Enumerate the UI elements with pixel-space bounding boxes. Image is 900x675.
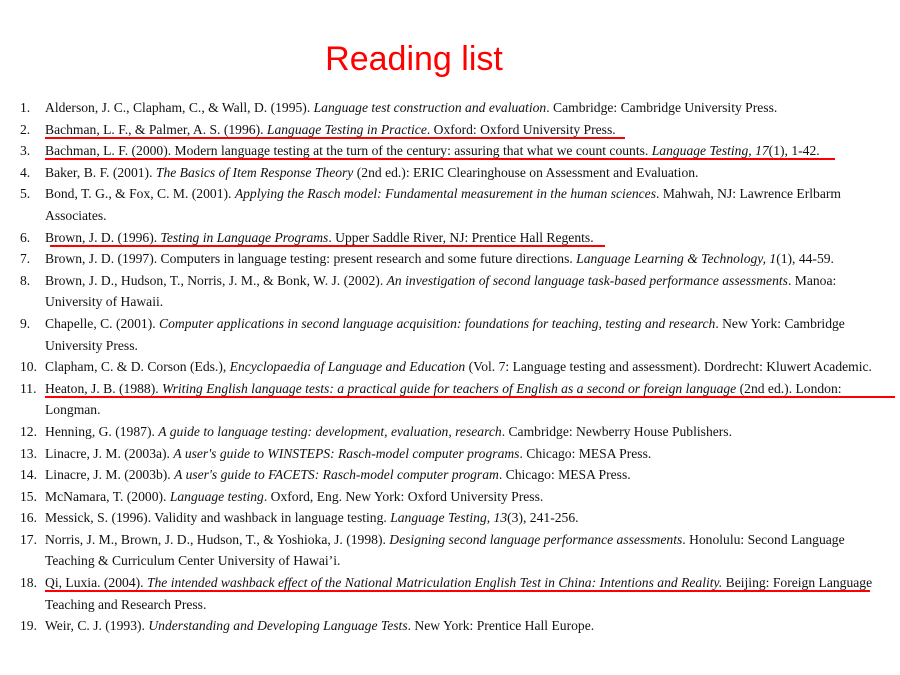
reference-number: 13. [20,445,37,461]
reference-text [45,248,875,270]
reference-title: Testing in Language Programs [160,229,329,245]
reference-item [20,183,875,226]
reference-text [45,421,875,443]
reference-segment: (1), 1-42. [768,143,820,159]
reference-number: 19. [20,618,37,634]
reference-number: 11. [20,380,37,396]
reference-text [45,356,875,378]
reference-segment: Chapelle, C. (2001). [45,315,160,331]
reference-segment: Linacre, J. M. (2003b). [45,467,175,483]
highlight-underline [45,158,835,160]
reference-number: 8. [20,272,31,288]
reference-text [45,378,875,421]
reference-text [45,572,875,615]
reference-segment: Heaton, J. B. (1988). [45,380,163,396]
reference-text [45,162,875,184]
reference-segment: . Oxford, Eng. New York: Oxford University Press. [263,488,544,504]
reference-number: 7. [20,251,31,267]
reference-item [20,313,875,356]
reference-title: Language Learning & Technology, 1 [576,251,777,267]
reference-number: 9. [20,315,31,331]
reference-title: The Basics of Item Response Theory [155,164,354,180]
reference-title: A user's guide to FACETS: Rasch-model computer program [174,467,499,483]
reference-title: Language Testing in Practice [266,121,427,137]
reference-item [20,572,875,615]
reference-item [20,270,875,313]
reference-title: Applying the Rasch model: Fundamental measurement in the human sciences [234,186,657,202]
reference-segment: Brown, J. D. (1996). [45,229,161,245]
reference-title: Language Testing, 17 [651,143,769,159]
reference-segment: Norris, J. M., Brown, J. D., Hudson, T., & Yoshioka, J. (1998). [45,531,390,547]
reference-segment: . Honolulu: Second Language Teaching & Curriculum Center University of Hawai’i. [45,531,845,569]
reference-segment: . Cambridge: Newberry House Publishers. [501,423,732,439]
reference-title: Encyclopaedia of Language and Education [229,359,466,375]
reference-number: 15. [20,488,37,504]
reference-segment: Clapham, C. & D. Corson (Eds.), [45,359,230,375]
reference-item [20,507,875,529]
slide-title: Reading list [325,40,503,78]
reference-segment: . Cambridge: Cambridge University Press. [546,100,778,115]
reference-item [20,443,875,465]
reference-item [20,486,875,508]
reference-title: Designing second language performance assessments [389,531,683,547]
reference-segment: Brown, J. D. (1997). Computers in language testing: present research and some future directions. [45,251,577,267]
reference-text [45,313,875,356]
reference-item [20,248,875,270]
highlight-underline [45,137,625,139]
reference-segment: . New York: Prentice Hall Europe. [407,618,595,634]
reference-segment: . Chicago: MESA Press. [519,445,652,461]
reference-title: Language Testing, 13 [390,510,508,526]
reference-segment: (2nd ed.). London: Longman. [45,380,842,418]
reference-title: The intended washback effect of the National Matriculation English Test in China: Intentions and Reality. [146,575,723,591]
reference-number: 3. [20,143,31,159]
reference-number: 6. [20,229,31,245]
reference-title: A user's guide to WINSTEPS: Rasch-model computer programs [173,445,520,461]
reference-text [45,486,875,508]
reference-number: 5. [20,186,31,202]
reference-item [20,97,875,119]
reference-number: 4. [20,164,31,180]
reference-item [20,140,875,162]
reference-item [20,356,875,378]
reference-number: 14. [20,467,37,483]
reference-segment: . Chicago: MESA Press. [498,467,631,483]
reference-segment: . Manoa: University of Hawaii. [45,272,837,310]
reference-title: Language test construction and evaluation [313,100,547,115]
reference-title: Understanding and Developing Language Tests [148,618,408,634]
reference-segment: McNamara, T. (2000). [45,488,170,504]
reference-text [45,464,875,486]
reference-title: Writing English language tests: a practical guide for teachers of English as a second or foreign language [162,380,737,396]
reference-segment: (Vol. 7: Language testing and assessment). Dordrecht: Kluwert Academic. [465,359,872,375]
reference-segment: . Upper Saddle River, NJ: Prentice Hall Regents. [328,229,594,245]
reference-item [20,529,875,572]
reference-text [45,183,875,226]
reference-text [45,270,875,313]
reference-segment: Beijing: Foreign Language Teaching and Research Press. [45,575,873,612]
reference-number: 17. [20,531,37,547]
reference-item [20,378,875,421]
reference-item [20,119,875,141]
reference-segment: Bond, T. G., & Fox, C. M. (2001). [45,186,235,202]
reference-segment: (2nd ed.): ERIC Clearinghouse on Assessment and Evaluation. [353,164,699,180]
reference-text [45,97,875,119]
reference-segment: (3), 241-256. [507,510,579,526]
highlight-underline [50,245,605,247]
highlight-underline [45,396,895,398]
reference-number: 16. [20,510,37,526]
reference-title: A guide to language testing: development, evaluation, research [158,423,502,439]
reference-text [45,507,875,529]
reference-segment: . New York: Cambridge University Press. [45,315,845,353]
reference-segment: Messick, S. (1996). Validity and washback in language testing. [45,510,391,526]
reference-segment: Henning, G. (1987). [45,423,159,439]
reference-number: 18. [20,575,37,591]
reading-list [20,97,875,637]
reference-segment: Bachman, L. F., & Palmer, A. S. (1996). [45,121,267,137]
reference-number: 12. [20,423,37,439]
reference-number: 2. [20,121,31,137]
reference-text [45,529,875,572]
reference-segment: . Mahwah, NJ: Lawrence Erlbarm Associates. [45,186,841,223]
reference-number: 10. [20,359,37,375]
reference-title: An investigation of second language task-based performance assessments [386,272,788,288]
reference-item [20,162,875,184]
reference-title: Language testing [169,488,264,504]
reference-item [20,421,875,443]
reference-segment: Bachman, L. F. (2000). Modern language testing at the turn of the century: assuring that what we count counts. [45,143,652,159]
reference-item [20,464,875,486]
reference-segment: Baker, B. F. (2001). [45,164,156,180]
reference-item [20,615,875,637]
reference-number: 1. [20,100,31,115]
reference-segment: Qi, Luxia. (2004). [45,575,147,591]
reference-segment: Alderson, J. C., Clapham, C., & Wall, D. (1995). [45,100,314,115]
reference-text [45,443,875,465]
reference-segment: (1), 44-59. [776,251,834,267]
reference-segment: . Oxford: Oxford University Press. [426,121,616,137]
reference-segment: Weir, C. J. (1993). [45,618,149,634]
reference-item [20,227,875,249]
reference-segment: Brown, J. D., Hudson, T., Norris, J. M., & Bonk, W. J. (2002). [45,272,387,288]
reference-segment: Linacre, J. M. (2003a). [45,445,174,461]
reference-title: Computer applications in second language acquisition: foundations for teaching, testing and research [159,315,716,331]
reference-text [45,615,875,637]
highlight-underline [45,590,870,592]
